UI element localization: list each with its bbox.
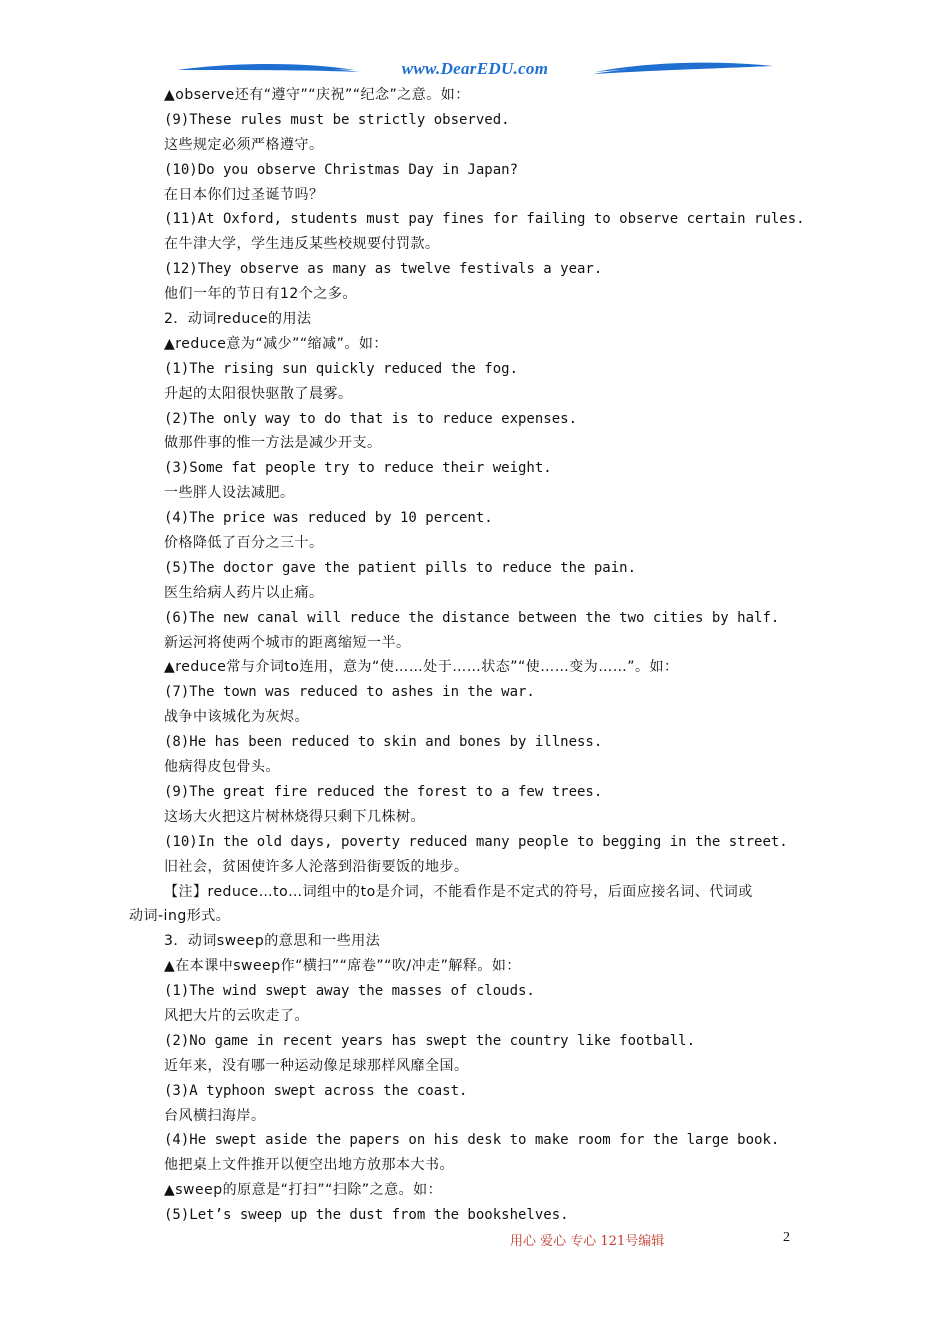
text-line: 他病得皮包骨头。 (164, 759, 280, 776)
text-line: 在牛津大学，学生违反某些校规要付罚款。 (164, 236, 440, 253)
text-line: 做那件事的惟一方法是减少开支。 (164, 435, 382, 452)
text-line: ▲sweep的原意是“打扫”“扫除”之意。如： (164, 1182, 443, 1199)
text-line: 一些胖人设法减肥。 (164, 485, 295, 502)
text-line: (4)The price was reduced by 10 percent. (164, 510, 493, 527)
page-footer (0, 1230, 950, 1252)
text-line: (2)The only way to do that is to reduce expenses. (164, 410, 578, 427)
text-line: (7)The town was reduced to ashes in the war. (164, 684, 535, 701)
text-line: (1)The rising sun quickly reduced the fog. (164, 360, 519, 377)
text-line: 升起的太阳很快驱散了晨雾。 (164, 385, 353, 402)
text-line: ▲reduce意为“减少”“缩减”。如： (164, 335, 388, 352)
text-line: (3)A typhoon swept across the coast. (164, 1082, 468, 1099)
text-line: ▲在本课中sweep作“横扫”“席卷”“吹/冲走”解释。如： (164, 958, 521, 975)
text-line: (9)The great fire reduced the forest to a few trees. (164, 783, 603, 800)
footer-motto: 用心 爱心 专心 121号编辑 (510, 1234, 665, 1249)
text-line: 价格降低了百分之三十。 (164, 535, 324, 552)
text-line: (9)These rules must be strictly observed. (164, 111, 510, 128)
text-line: 风把大片的云吹走了。 (164, 1007, 309, 1024)
text-line: 这些规定必须严格遵守。 (164, 136, 324, 153)
text-line: 他们一年的节日有12个之多。 (164, 286, 357, 303)
note-line: 动词-ing形式。 (129, 908, 231, 925)
text-line: 旧社会，贫困使许多人沦落到沿街要饭的地步。 (164, 858, 469, 875)
text-line: 在日本你们过圣诞节吗？ (164, 186, 324, 203)
text-line: (8)He has been reduced to skin and bones by illness. (164, 734, 603, 751)
text-line: (6)The new canal will reduce the distance between the two cities by half. (164, 609, 780, 626)
text-line: (2)No game in recent years has swept the country like football. (164, 1032, 696, 1049)
text-line: (10)Do you observe Christmas Day in Japan? (164, 161, 519, 178)
text-line: (10)In the old days, poverty reduced many people to begging in the street. (164, 833, 788, 850)
text-line: ▲reduce常与介词to连用，意为“使……处于……状态”“使……变为……”。如： (164, 659, 679, 676)
text-line: 台风横扫海岸。 (164, 1107, 266, 1124)
text-line: ▲observe还有“遵守”“庆祝”“纪念”之意。如： (164, 87, 470, 103)
site-logo[interactable]: www.DearEDU.com (401, 59, 549, 78)
text-line: (3)Some fat people try to reduce their weight. (164, 460, 552, 477)
page-number: 2 (783, 1230, 790, 1245)
text-line: (12)They observe as many as twelve festivals a year. (164, 261, 603, 278)
text-line: 新运河将使两个城市的距离缩短一半。 (164, 634, 411, 651)
text-line: 这场大火把这片树林烧得只剩下几株树。 (164, 808, 425, 825)
text-line: (5)The doctor gave the patient pills to reduce the pain. (164, 559, 637, 576)
text-line: 他把桌上文件推开以便空出地方放那本大书。 (164, 1157, 454, 1174)
section-heading: 2．动词reduce的用法 (164, 311, 312, 328)
text-line: (11)At Oxford, students must pay fines for failing to observe certain rules. (164, 211, 805, 228)
section-heading: 3．动词sweep的意思和一些用法 (164, 933, 381, 950)
text-line: (1)The wind swept away the masses of clouds. (164, 983, 535, 1000)
text-line: 医生给病人药片以止痛。 (164, 584, 324, 601)
note-line: 【注】reduce…to…词组中的to是介词，不能看作是不定式的符号，后面应接名词、代词或 (164, 883, 753, 900)
page-header (175, 56, 775, 84)
text-line: 近年来，没有哪一种运动像足球那样风靡全国。 (164, 1057, 469, 1074)
text-line: (4)He swept aside the papers on his desk to make room for the large book. (164, 1132, 780, 1149)
text-line: 战争中该城化为灰烬。 (164, 709, 309, 726)
text-line: (5)Let’s sweep up the dust from the bookshelves. (164, 1207, 569, 1224)
document-body (129, 83, 844, 1228)
